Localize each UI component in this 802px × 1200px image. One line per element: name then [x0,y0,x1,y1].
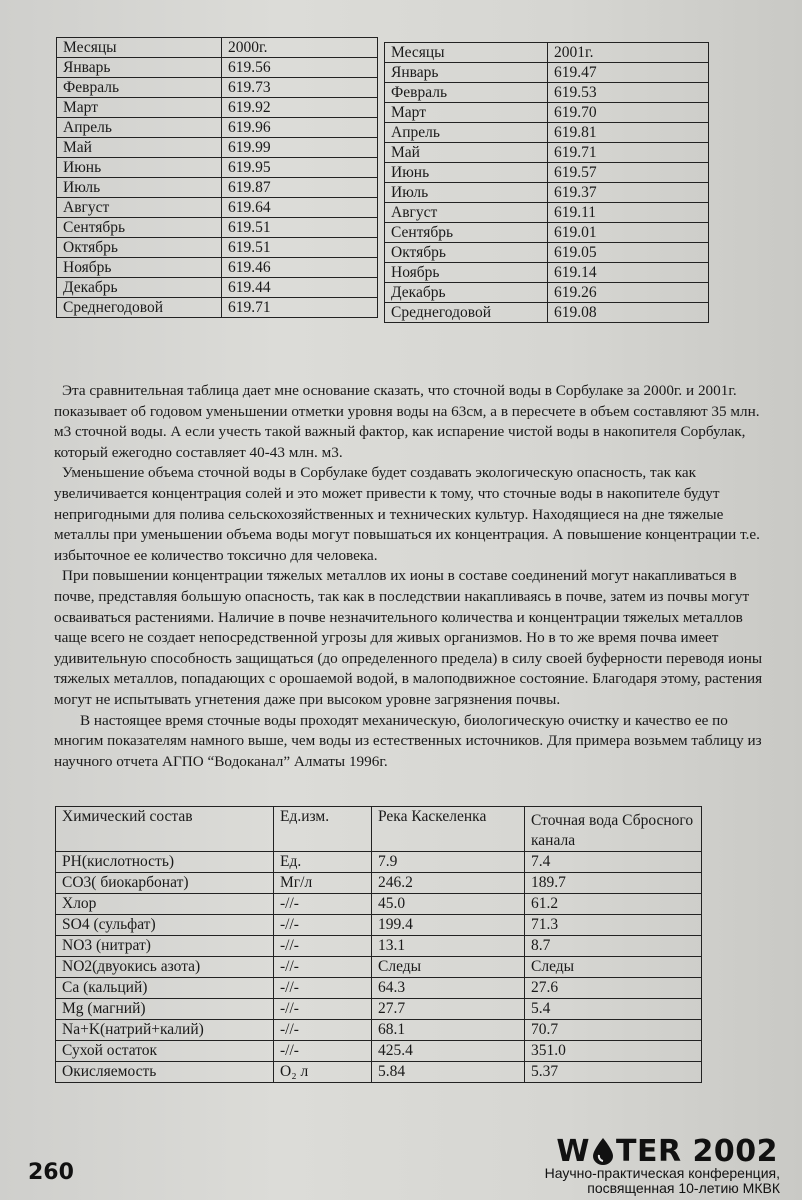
level-value-cell: 619.53 [548,83,709,103]
level-value-cell: 619.57 [548,163,709,183]
level-value-cell: 619.87 [222,178,378,198]
level-value-cell: 619.51 [222,238,378,258]
month-cell: Октябрь [385,243,548,263]
month-cell: Сентябрь [57,218,222,238]
month-cell: Февраль [385,83,548,103]
level-value-cell: 619.47 [548,63,709,83]
level-value-cell: 619.71 [222,298,378,318]
table-cell: 64.3 [372,978,525,999]
table-cell: Сухой остаток [56,1041,274,1062]
level-value-cell: 619.26 [548,283,709,303]
table-cell: Окисляемость [56,1062,274,1083]
table-cell: Mg (магний) [56,999,274,1020]
table-cell: -//- [274,957,372,978]
table-cell: Na+K(натрий+калий) [56,1020,274,1041]
table-header-row [385,43,709,63]
table-row [56,1062,702,1083]
table-row [57,158,378,178]
conference-line-1: Научно-практическая конференция, [544,1165,780,1181]
table-cell: 425.4 [372,1041,525,1062]
level-table-2000 [56,37,378,318]
table-cell: -//- [274,936,372,957]
level-table-2001 [384,42,709,323]
table-row [57,278,378,298]
month-cell: Март [385,103,548,123]
table-cell: 5.37 [525,1062,702,1083]
table-row [57,78,378,98]
table-row [56,894,702,915]
month-cell: Июнь [57,158,222,178]
table-cell: 27.7 [372,999,525,1020]
table-row [57,98,378,118]
table-row [57,178,378,198]
table-row [56,852,702,873]
table-cell: Ca (кальций) [56,978,274,999]
month-cell: Декабрь [385,283,548,303]
level-value-cell: 619.70 [548,103,709,123]
month-cell: Сентябрь [385,223,548,243]
level-value-cell: 619.81 [548,123,709,143]
level-value-cell: 619.08 [548,303,709,323]
level-value-cell: 619.44 [222,278,378,298]
header-cell: 2001г. [548,43,709,63]
conference-line-2: посвященная 10-летию МКВК [587,1180,780,1196]
table-cell: NO2(двуокись азота) [56,957,274,978]
header-cell: 2000г. [222,38,378,58]
paragraph-4: В настоящее время сточные воды проходят механическую, биологическую очистку и качество ее по многим показателям намного выше, чем воды из естественных источников. Для примера возьмем таблицу из научного отчета АГПО “Водоканал” Алматы 1996г. [54,711,762,770]
month-cell: Апрель [57,118,222,138]
month-cell: Август [57,198,222,218]
table-cell: 189.7 [525,873,702,894]
table-cell: Следы [525,957,702,978]
header-cell: Месяцы [385,43,548,63]
logo-letter-w: W [556,1134,590,1169]
table-row [57,258,378,278]
table-cell: 71.3 [525,915,702,936]
month-cell: Ноябрь [385,263,548,283]
table-row [56,915,702,936]
month-cell: Июнь [385,163,548,183]
table-row [57,118,378,138]
table-row [56,873,702,894]
table-cell: 13.1 [372,936,525,957]
month-cell: Март [57,98,222,118]
table-cell: PH(кислотность) [56,852,274,873]
table-row [385,243,709,263]
month-cell: Среднегодовой [385,303,548,323]
table-cell: -//- [274,894,372,915]
table-row [57,218,378,238]
level-value-cell: 619.92 [222,98,378,118]
table-row [385,203,709,223]
month-cell: Январь [385,63,548,83]
table-row [385,183,709,203]
table-cell: -//- [274,978,372,999]
paragraph-3: При повышении концентрации тяжелых металлов их ионы в составе соединений могут накапливаться в почве, представляя большую опасность, так как в последствии накапливаясь в почве, затем из почвы могут осваиваться растениями. Наличие в почве незначительного количества и концентрации тяжелых металлов чаще всего не создает непосредственной угрозы для живых организмов. Но в то же время почва имеет удивительную способность защищаться (до определенного предела) в силу своей буферности переводя ионы тяжелых металлов, попадающих с орошаемой водой, в малоподвижное состояние. Благодаря этому, растения могут не испытывать угнетения даже при высоком уровне загрязнения почвы. [54,567,763,708]
level-value-cell: 619.56 [222,58,378,78]
month-cell: Среднегодовой [57,298,222,318]
table-cell: 68.1 [372,1020,525,1041]
table-row [385,83,709,103]
level-value-cell: 619.96 [222,118,378,138]
month-cell: Май [57,138,222,158]
paragraph-1: Эта сравнительная таблица дает мне основание сказать, что сточной воды в Сорбулаке за 2000г. и 2001г. показывает об годовом уменьшении отметки уровня воды на 63см, а в пересчете в объем составляют 35 млн. м3 сточной воды. А если учесть такой важный фактор, как испарение чистой воды в накопителя Сорбулак, который ежегодно составляет 40-43 млн. м3. [54,382,760,461]
table-cell: O₂ л [274,1062,372,1083]
table-header-row [56,807,702,852]
level-value-cell: 619.14 [548,263,709,283]
table-cell: NO3 (нитрат) [56,936,274,957]
month-cell: Февраль [57,78,222,98]
table-cell: -//- [274,915,372,936]
water-2002-logo [520,1134,778,1169]
month-cell: Январь [57,58,222,78]
table-row [385,123,709,143]
table-row [57,198,378,218]
table-row [56,957,702,978]
table-row [385,143,709,163]
table-cell: 5.4 [525,999,702,1020]
page-number: 260 [28,1160,74,1185]
table-row [56,1041,702,1062]
level-value-cell: 619.05 [548,243,709,263]
level-value-cell: 619.99 [222,138,378,158]
chemical-composition-table [55,806,702,1083]
table-row [385,163,709,183]
body-text [54,381,766,772]
table-row [57,138,378,158]
table-row [385,303,709,323]
table-cell: 246.2 [372,873,525,894]
level-value-cell: 619.64 [222,198,378,218]
level-value-cell: 619.73 [222,78,378,98]
table-cell: Мг/л [274,873,372,894]
level-value-cell: 619.95 [222,158,378,178]
table-cell: 61.2 [525,894,702,915]
table-row [56,978,702,999]
water-drop-icon [590,1137,616,1165]
level-value-cell: 619.01 [548,223,709,243]
month-cell: Август [385,203,548,223]
table-cell: SO4 (сульфат) [56,915,274,936]
header-cell: Химический состав [56,807,274,852]
table-cell: 8.7 [525,936,702,957]
table-cell: Следы [372,957,525,978]
table-cell: CO3( биокарбонат) [56,873,274,894]
table-cell: 27.6 [525,978,702,999]
table-cell: -//- [274,1020,372,1041]
table-cell: 7.4 [525,852,702,873]
month-cell: Июль [385,183,548,203]
month-cell: Апрель [385,123,548,143]
month-cell: Ноябрь [57,258,222,278]
table-cell: 199.4 [372,915,525,936]
table-row [385,223,709,243]
table-cell: 5.84 [372,1062,525,1083]
table-row [57,298,378,318]
paragraph-2: Уменьшение объема сточной воды в Сорбулаке будет создавать экологическую опасность, так как увеличивается концентрация солей и это может привести к тому, что сточные воды в накопителе будут непригодными для полива сельскохозяйственных и технических культур. Находящиеся на дне тяжелые металлы при уменьшении объема воды могут повышаться их концентрация. А повышение концентрации т.е. избыточное ее количество токсично для человека. [54,464,760,564]
table-cell: 7.9 [372,852,525,873]
table-row [385,63,709,83]
table-cell: -//- [274,999,372,1020]
table-row [385,103,709,123]
table-header-row [57,38,378,58]
level-value-cell: 619.11 [548,203,709,223]
table-row [385,283,709,303]
month-cell: Октябрь [57,238,222,258]
month-cell: Июль [57,178,222,198]
table-row [56,936,702,957]
table-row [57,58,378,78]
table-row [57,238,378,258]
table-row [385,263,709,283]
conference-caption [470,1166,780,1196]
table-cell: 45.0 [372,894,525,915]
table-cell: 70.7 [525,1020,702,1041]
level-value-cell: 619.37 [548,183,709,203]
table-cell: Ед. [274,852,372,873]
table-cell: -//- [274,1041,372,1062]
month-cell: Декабрь [57,278,222,298]
month-cell: Май [385,143,548,163]
level-value-cell: 619.46 [222,258,378,278]
table-row [56,999,702,1020]
header-cell: Ед.изм. [274,807,372,852]
header-cell: Сточная вода Сбросного канала [525,807,702,852]
level-value-cell: 619.71 [548,143,709,163]
logo-text: TER 2002 [616,1134,778,1169]
header-cell: Месяцы [57,38,222,58]
header-cell: Река Каскеленка [372,807,525,852]
table-cell: 351.0 [525,1041,702,1062]
table-row [56,1020,702,1041]
table-cell: Хлор [56,894,274,915]
level-value-cell: 619.51 [222,218,378,238]
